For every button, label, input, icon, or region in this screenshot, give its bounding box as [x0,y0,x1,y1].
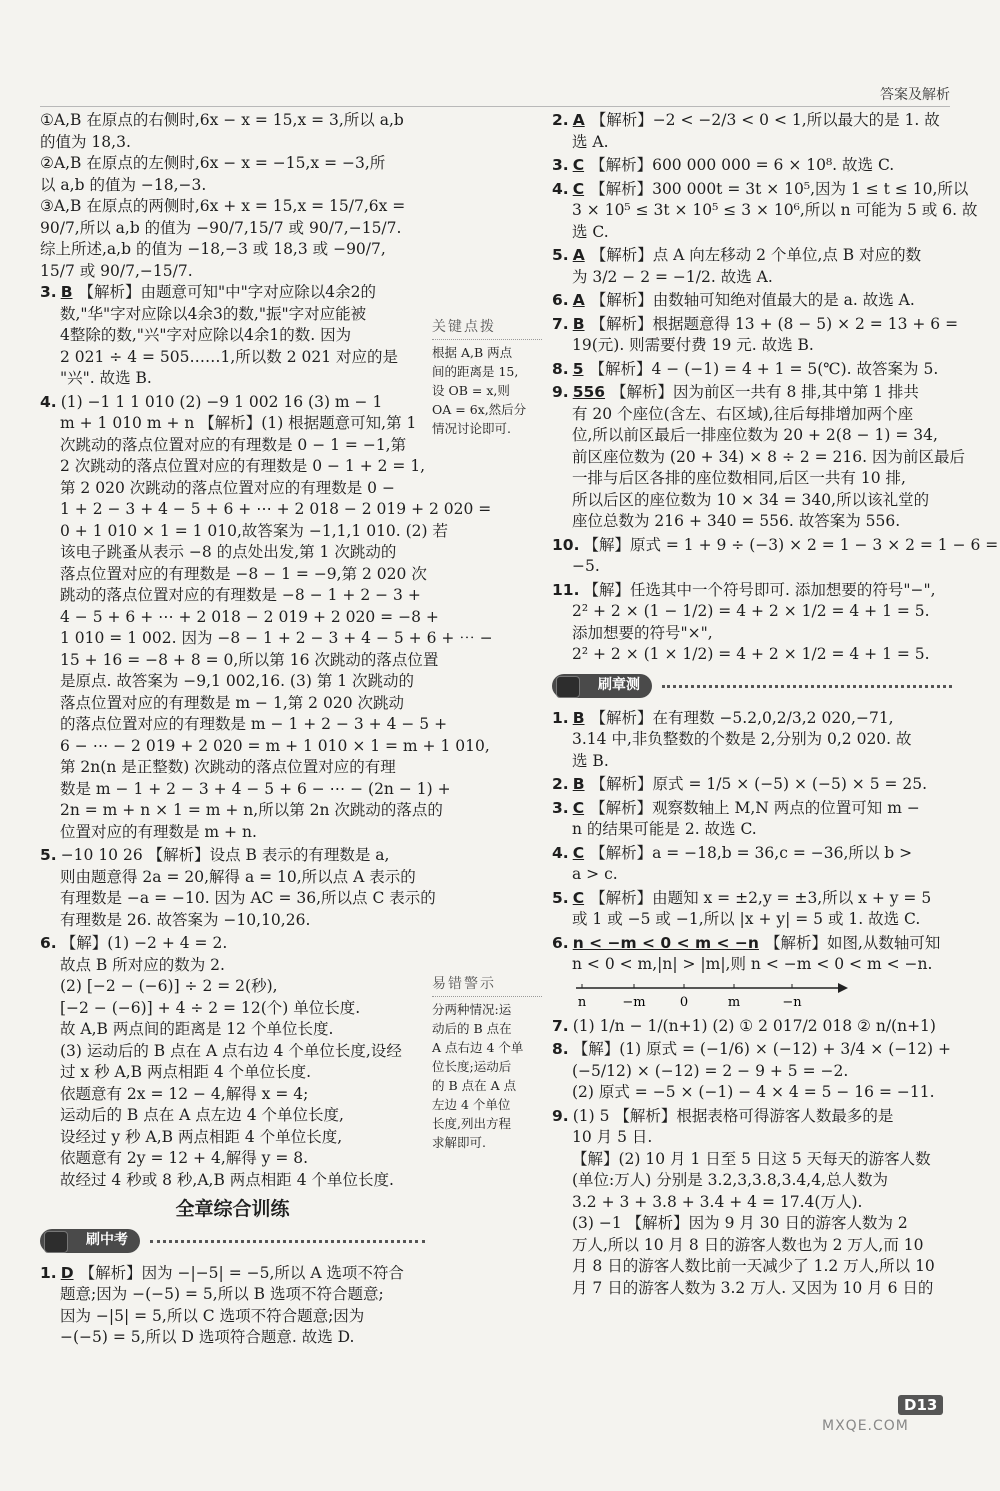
answer-item [552,1016,952,1038]
answer-line: (−5/12) × (−12) = 2 − 9 + 5 = −2. [572,1061,849,1080]
section-badge-label: 刷章测 [598,676,640,693]
answer-line: (2) [−2 − (−6)] ÷ 2 = 2(秒), [60,977,278,995]
solution-text: 【解】任选其中一个符号即可. 添加想要的符号"−", [583,580,936,599]
answer-line: 或 1 或 −5 或 −1,所以 |x + y| = 5 或 1. 故选 C. [572,910,921,928]
answer-line: 所以后区的座位数为 10 × 34 = 340,所以该礼堂的 [572,490,930,509]
answer-line: 月 7 日的游客人数为 3.2 万人. 又因为 10 月 6 日的 [572,1278,934,1297]
side-note-title: 关键点拨 [432,318,542,340]
answer-line: 选 B. [572,751,609,770]
number-line-label: 0 [679,994,689,1010]
answer-line: 1 + 2 − 3 + 4 − 5 + 6 + ⋯ + 2 018 − 2 019 + 2 020 = [60,500,492,518]
answer-line: 设经过 y 秒 A,B 两点相距 4 个单位长度, [60,1127,343,1146]
answer-item [552,888,952,931]
answer-item [552,245,952,288]
question-number: 2. [552,775,569,793]
answer-line: 数是 m − 1 + 2 − 3 + 4 − 5 + 6 − ⋯ − (2n − 1) + [60,779,451,798]
section-badge [552,674,652,698]
answer-item [552,580,952,666]
solution-text: 【解析】原式 = 1/5 × (−5) × (−5) × 5 = 25. [590,775,928,793]
arrow-right-icon [838,983,848,993]
answer-line [552,1039,952,1061]
header-title: 答案及解析 [880,87,950,103]
solution-text: 【解析】300 000t = 3t × 10⁵,因为 1 ≤ t ≤ 10,所以 [590,179,969,198]
answer-line: 选 A. [572,132,609,151]
answer-item [552,155,952,177]
answer-line [552,314,959,336]
solution-text: 【解析】−2 < −2/3 < 0 < 1,所以最大的是 1. 故 [590,111,940,129]
answer-line: 的落点位置对应的有理数是 m − 1 + 2 − 3 + 4 − 5 + [60,715,448,733]
solution-text: 【解析】根据题意得 13 + (8 − 5) × 2 = 13 + 6 = [590,314,959,333]
question-number: 3. [40,283,57,301]
question-number: 11. [552,580,580,599]
answer-line [552,708,952,730]
book-icon [556,676,580,698]
question-number: 2. [552,111,569,129]
answer-choice: C [572,888,585,907]
answer-line: 故点 B 所对应的数为 2. [60,955,225,974]
question-number: 1. [40,1263,57,1282]
side-note-line: 情况讨论即可. [432,421,511,436]
number-line-label: m [727,994,741,1010]
solution-line: 90/7,所以 a,b 的值为 −90/7,15/7 或 90/7,−15/7. [40,218,402,237]
solution-text: 【解】(1) −2 + 4 = 2. [60,934,228,952]
answer-line: −5. [572,557,600,575]
side-note-line: 设 OB = x,则 [432,383,510,398]
answer-item [552,843,952,886]
answer-choice: D [60,1263,74,1282]
book-icon [44,1231,68,1253]
solution-text: 【解析】点 A 向左移动 2 个单位,点 B 对应的数 [590,246,922,264]
section-badge [40,1229,140,1253]
side-note-line: 根据 A,B 两点 [432,345,513,360]
answer-line [552,155,952,177]
solution-line: 以 a,b 的值为 −18,−3. [40,175,207,194]
answer-line: 月 8 日的游客人数比前一天减少了 1.2 万人,所以 10 [572,1257,935,1275]
answer-line: 前区座位数为 (20 + 34) × 8 ÷ 2 = 216. 因为前区最后 [572,447,965,466]
answer-line: (单位:万人) 分别是 3.2,3,3.8,3.4,4,总人数为 [572,1171,888,1189]
answer-choice: B [572,314,585,333]
answer-line: n < 0 < m,|n| > |m|,则 n < −m < 0 < m < −n. [572,955,933,973]
answer-line [552,110,952,132]
side-note-line: 左边 4 个单位 [432,1097,511,1112]
section-title: 全章综合训练 [175,1198,290,1220]
answer-item [552,382,965,533]
question-number: 5. [552,246,569,264]
section-badge-label: 刷中考 [86,1231,128,1248]
solution-line: 15/7 或 90/7,−15/7. [40,261,193,280]
answer-line: 6 − ⋯ − 2 019 + 2 020 = m + 1 010 × 1 = m + 1 010, [60,736,490,755]
answer-choice: A [572,246,585,264]
answer-line [552,535,999,557]
solution-text: 【解析】由数轴可知绝对值最大的是 a. 故选 A. [590,291,915,309]
side-note-title: 易错警示 [432,975,542,997]
answer-line: 依题意有 2y = 12 + 4,解得 y = 8. [60,1149,309,1167]
dotted-divider [150,1240,425,1243]
answer-line [552,843,952,865]
answer-line: 则由题意得 2a = 20,解得 a = 10,所以点 A 表示的 [60,867,416,886]
question-number: 7. [552,1016,569,1035]
answer-line: 座位总数为 216 + 340 = 556. 故答案为 556. [572,512,901,530]
answer-line: "兴". 故选 B. [60,369,152,387]
solution-line: ①A,B 在原点的右侧时,6x − x = 15,x = 3,所以 a,b [40,111,404,129]
answer-line: 0 + 1 010 × 1 = 1 010,故答案为 −1,1,1 010. (2) 若 [60,521,449,540]
answer-line [552,179,969,201]
question-number: 4. [40,392,57,411]
side-note-line: OA = 6x,然后分 [432,402,527,417]
number-line-label: n [577,994,587,1010]
page-number: D13 [898,1395,943,1415]
answer-line [552,382,952,404]
answer-line: n 的结果可能是 2. 故选 C. [572,820,757,838]
question-number: 1. [552,708,569,727]
answer-line: 【解】(2) 10 月 1 日至 5 日这 5 天每天的游客人数 [572,1149,931,1168]
answer-choice: C [572,179,585,198]
answer-item [552,110,952,153]
answer-item [552,774,952,796]
question-number: 9. [552,1106,569,1125]
answer-line: 数,"华"字对应除以4余3的数,"振"字对应能被 [60,304,367,323]
question-number: 4. [552,843,569,862]
right-column [552,110,999,1301]
question-number: 8. [552,359,569,378]
answer-choice: B [572,775,585,793]
answer-line: 添加想要的符号"×", [572,623,713,642]
number-line-svg [572,978,852,1012]
answer-item [40,282,425,390]
answer-line: 过 x 秒 A,B 两点相距 4 个单位长度. [60,1063,312,1081]
side-note-line: 动后的 B 点在 [432,1021,512,1036]
answer-choice: 5 [572,359,584,378]
answer-item [40,1263,425,1349]
answer-line: 落点位置对应的有理数是 m − 1,第 2 020 次跳动 [60,693,404,712]
solution-text: (1) 1/n − 1/(n+1) (2) ① 2 017/2 018 ② n/(n+1) [572,1016,936,1035]
answer-line: 是原点. 故答案为 −9,1 002,16. (3) 第 1 次跳动的 [60,672,415,690]
solution-line: 综上所述,a,b 的值为 −18,−3 或 18,3 或 −90/7, [40,240,386,258]
solution-text: 【解析】由题知 x = ±2,y = ±3,所以 x + y = 5 [590,888,932,907]
section-header [552,674,952,702]
answer-line: 2 021 ÷ 4 = 505……1,所以数 2 021 对应的是 [60,347,399,366]
answer-item [552,179,978,244]
answer-line: 运动后的 B 点在 A 点左边 4 个单位长度, [60,1106,344,1124]
answer-line: (3) 运动后的 B 点在 A 点右边 4 个单位长度,设经 [60,1041,402,1060]
question-number: 4. [552,179,569,198]
answer-choice: A [572,111,585,129]
answer-line: 选 C. [572,222,609,241]
answer-line: (2) 原式 = −5 × (−1) − 4 × 4 = 5 − 16 = −11. [572,1083,935,1101]
solution-text: (1) 5 【解析】根据表格可得游客人数最多的是 [572,1106,894,1125]
question-number: 5. [40,846,57,864]
answer-line [40,1263,425,1285]
question-number: 3. [552,156,569,174]
answer-line [552,290,952,312]
answer-item [552,1039,952,1104]
solution-text: −10 10 26 【解析】设点 B 表示的有理数是 a, [60,846,390,864]
answer-line: 1 010 = 1 002. 因为 −8 − 1 + 2 − 3 + 4 − 5 + 6 + ⋯ − [60,629,493,647]
answer-choice: C [572,156,585,174]
answer-choice: C [572,798,585,817]
side-note-line: 位长度;运动后 [432,1059,512,1074]
answer-line: 有理数是 −a = −10. 因为 AC = 36,所以点 C 表示的 [60,889,436,907]
answer-line [552,933,952,955]
answer-line [552,774,952,796]
solution-text: 【解析】因为 −|−5| = −5,所以 A 选项不符合 [79,1263,404,1282]
answer-line [40,392,425,414]
watermark: MXQE.COM [822,1418,909,1434]
answer-line: 故经过 4 秒或 8 秒,A,B 两点相距 4 个单位长度. [60,1170,394,1189]
answer-line: 落点位置对应的有理数是 −8 − 1 = −9,第 2 020 次 [60,564,427,583]
answer-line: 4 − 5 + 6 + ⋯ + 2 018 − 2 019 + 2 020 = −8 + [60,607,439,626]
solution-text: (1) −1 1 1 010 (2) −9 1 002 16 (3) m − 1 [60,392,383,411]
answer-line [40,282,425,304]
answer-line: 2n = m + n × 1 = m + n,所以第 2n 次跳动的落点的 [60,801,443,819]
answer-line: 有理数是 26. 故答案为 −10,10,26. [60,910,311,929]
side-note-line: 分两种情况:运 [432,1002,512,1017]
side-note-line: 间的距离是 15, [432,364,519,379]
question-number: 5. [552,888,569,907]
solution-text: 【解析】600 000 000 = 6 × 10⁸. 故选 C. [590,156,895,174]
answer-choice: B [60,283,73,301]
answer-line: 第 2 020 次跳动的落点位置对应的有理数是 0 − [60,478,395,497]
side-note-common-mistakes [432,975,542,1152]
answer-line: (3) −1 【解析】因为 9 月 30 日的游客人数为 2 [572,1214,908,1232]
section-header [40,1229,425,1257]
answer-line: m + 1 010 m + n 【解析】(1) 根据题意可知,第 1 [60,414,417,432]
side-note-line: 求解即可. [432,1135,486,1150]
answer-line: 该电子跳蚤从表示 −8 的点处出发,第 1 次跳动的 [60,543,397,561]
answer-line: 万人,所以 10 月 8 日的游客人数也为 2 万人,而 10 [572,1235,924,1254]
question-number: 8. [552,1040,569,1058]
question-number: 6. [552,291,569,309]
answer-line: 15 + 16 = −8 + 8 = 0,所以第 16 次跳动的落点位置 [60,650,439,669]
answer-item [552,708,952,773]
answer-line: 次跳动的落点位置对应的有理数是 0 − 1 = −1,第 [60,435,407,454]
answer-choice: 556 [572,383,606,401]
side-note-line: 的 B 点在 A 点 [432,1078,517,1093]
answer-line: 为 3/2 − 2 = −1/2. 故选 A. [572,267,773,286]
solution-line: 的值为 18,3. [40,132,131,151]
solution-text: 【解析】在有理数 −5.2,0,2/3,2 020,−71, [590,708,894,727]
answer-line: 2² + 2 × (1 × 1/2) = 4 + 2 × 1/2 = 4 + 1 = 5. [572,645,930,663]
answer-item [552,798,952,841]
answer-line: 3.14 中,非负整数的个数是 2,分别为 0,2 020. 故 [572,730,912,748]
solution-line: ③A,B 在原点的两侧时,6x + x = 15,x = 15/7,6x = [40,197,406,215]
answer-item [552,290,952,312]
answer-item [552,314,959,357]
answer-line [552,359,952,381]
solution-text: 【解析】a = −18,b = 36,c = −36,所以 b > [590,843,913,862]
answer-line: a > c. [572,865,618,883]
answer-item [40,845,436,931]
answer-choice: n < −m < 0 < m < −n [572,933,759,952]
answer-item [552,933,952,976]
answer-item [40,933,425,1191]
question-number: 7. [552,314,569,333]
answer-line: 19(元). 则需要付费 19 元. 故选 B. [572,336,814,354]
answer-line: 故 A,B 两点间的距离是 12 个单位长度. [60,1020,334,1038]
answer-line [40,845,425,867]
answer-line: 跳动的落点位置对应的有理数是 −8 − 1 + 2 − 3 + [60,586,421,604]
answer-line: 题意;因为 −(−5) = 5,所以 B 选项不符合题意; [60,1285,384,1303]
dotted-divider [662,685,952,688]
answer-line: 位,所以前区最后一排座位数为 20 + 2(8 − 1) = 34, [572,426,938,444]
answer-line [552,1016,952,1038]
answer-line [552,1106,952,1128]
solution-text: 【解析】由题意可知"中"字对应除以4余2的 [78,283,376,301]
question-number: 3. [552,798,569,817]
answer-line: 3 × 10⁵ ≤ 3t × 10⁵ ≤ 3 × 10⁶,所以 n 可能为 5 或 6. 故 [572,201,978,219]
answer-line [552,798,952,820]
answer-line [552,245,952,267]
answer-line: 4整除的数,"兴"字对应除以4余1的数. 因为 [60,326,352,344]
answer-line: [−2 − (−6)] + 4 ÷ 2 = 12(个) 单位长度. [60,998,361,1017]
answer-line: 有 20 个座位(含左、右区域),往后每排增加两个座 [572,404,914,423]
question-number: 6. [40,934,57,952]
answer-line: 一排与后区各排的座位数相同,后区一共有 10 排, [572,469,906,487]
answer-line: 10 月 5 日. [572,1128,653,1146]
answer-choice: C [572,843,585,862]
solution-text: 【解】(1) 原式 = (−1/6) × (−12) + 3/4 × (−12) + [572,1040,951,1058]
answer-line: 2 次跳动的落点位置对应的有理数是 0 − 1 + 2 = 1, [60,457,426,475]
side-note-line: A 点右边 4 个单 [432,1040,524,1055]
question-number: 9. [552,383,569,401]
answer-choice: A [572,291,585,309]
solution-text: 【解析】观察数轴上 M,N 两点的位置可知 m − [590,798,920,817]
answer-line [552,888,952,910]
answer-line: 因为 −|5| = 5,所以 C 选项不符合题意;因为 [60,1306,365,1325]
solution-text: 【解析】4 − (−1) = 4 + 1 = 5(℃). 故答案为 5. [589,359,939,378]
question-number: 10. [552,535,580,554]
side-note-line: 长度,列出方程 [432,1116,511,1131]
header-divider [40,106,950,107]
answer-line: −(−5) = 5,所以 D 选项符合题意. 故选 D. [60,1328,355,1346]
answer-item [552,1106,952,1300]
answer-choice: B [572,708,585,727]
number-line-label: −m [622,994,646,1010]
answer-line: 依题意有 2x = 12 − 4,解得 x = 4; [60,1084,309,1103]
answer-line: 第 2n(n 是正整数) 次跳动的落点位置对应的有理 [60,758,396,776]
answer-item [552,535,999,578]
solution-text: 【解析】因为前区一共有 8 排,其中第 1 排共 [611,383,919,401]
side-note-key-points [432,318,542,438]
number-line-label: −n [782,994,802,1010]
solution-line: ②A,B 在原点的左侧时,6x − x = −15,x = −3,所 [40,154,386,172]
answer-line [40,933,425,955]
question-number: 6. [552,933,569,952]
solution-text: 【解】原式 = 1 + 9 ÷ (−3) × 2 = 1 − 3 × 2 = 1 − 6 = [583,535,999,554]
answer-line: 位置对应的有理数是 m + n. [60,822,257,841]
answer-line [552,580,952,602]
answer-item [552,359,952,381]
answer-line: 2² + 2 × (1 − 1/2) = 4 + 2 × 1/2 = 4 + 1 = 5. [572,602,930,620]
answer-line: 3.2 + 3 + 3.8 + 3.4 + 4 = 17.4(万人). [572,1192,863,1211]
number-line [552,978,952,1012]
solution-text: 【解析】如图,从数轴可知 [764,933,941,952]
